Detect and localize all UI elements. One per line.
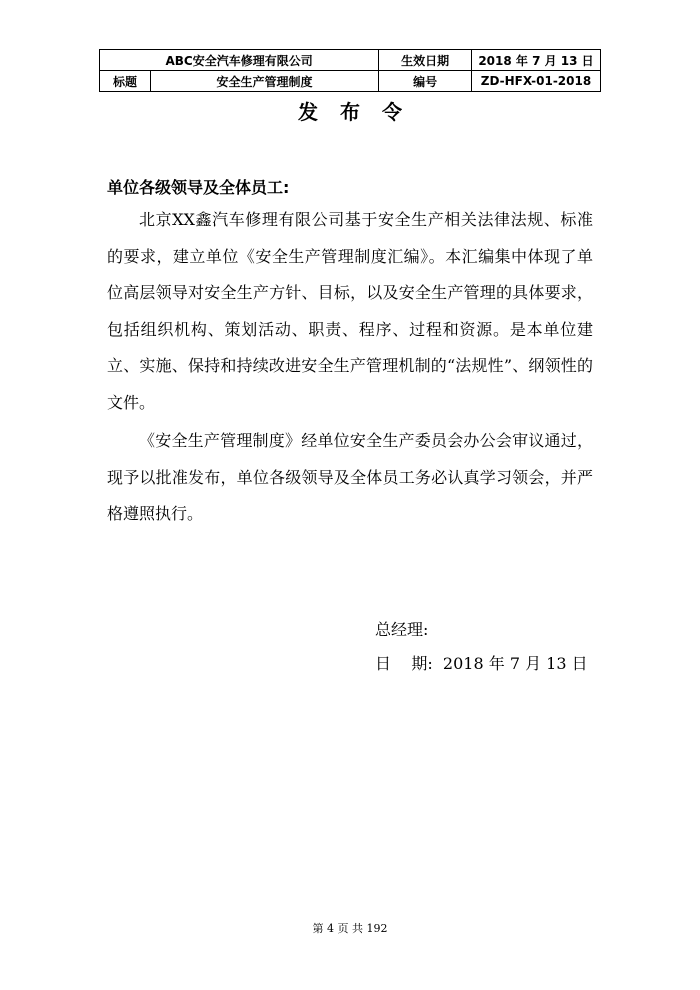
header-row-1 [100, 50, 601, 71]
date-value: 2018 年 7 月 13 日 [442, 654, 588, 673]
document-header-table [99, 49, 601, 92]
signature-date-line [375, 651, 588, 674]
effective-date-value: 2018 年 7 月 13 日 [471, 50, 600, 71]
body-paragraph-1: 北京XX鑫汽车修理有限公司基于安全生产相关法律法规、标准的要求，建立单位《安全生产管理制度汇编》。本汇编集中体现了单位高层领导对安全生产方针、目标，以及安全生产管理的具体要求，包括组织机构、策划活动、职责、程序、过程和资源。是本单位建立、实施、保持和持续改进安全生产管理机制的“法规性”、纲领性的文件。 [107, 210, 593, 412]
general-manager-label: 总经理: [375, 620, 429, 639]
number-label: 编号 [379, 71, 472, 92]
number-value: ZD-HFX-01-2018 [471, 71, 600, 92]
title-value: 安全生产管理制度 [150, 71, 378, 92]
date-label: 日 期: [375, 654, 433, 673]
salutation: 单位各级领导及全体员工: [107, 178, 290, 197]
company-name: ABC安全汽车修理有限公司 [100, 50, 379, 71]
page-title: 发布令 [298, 100, 424, 124]
effective-date-label: 生效日期 [379, 50, 472, 71]
header-row-2 [100, 71, 601, 92]
page-footer: 第 4 页 共 192 [312, 922, 388, 935]
body-paragraph-2: 《安全生产管理制度》经单位安全生产委员会办公会审议通过，现予以批准发布，单位各级领导及全体员工务必认真学习领会，并严格遵照执行。 [107, 431, 593, 523]
title-label: 标题 [100, 71, 151, 92]
